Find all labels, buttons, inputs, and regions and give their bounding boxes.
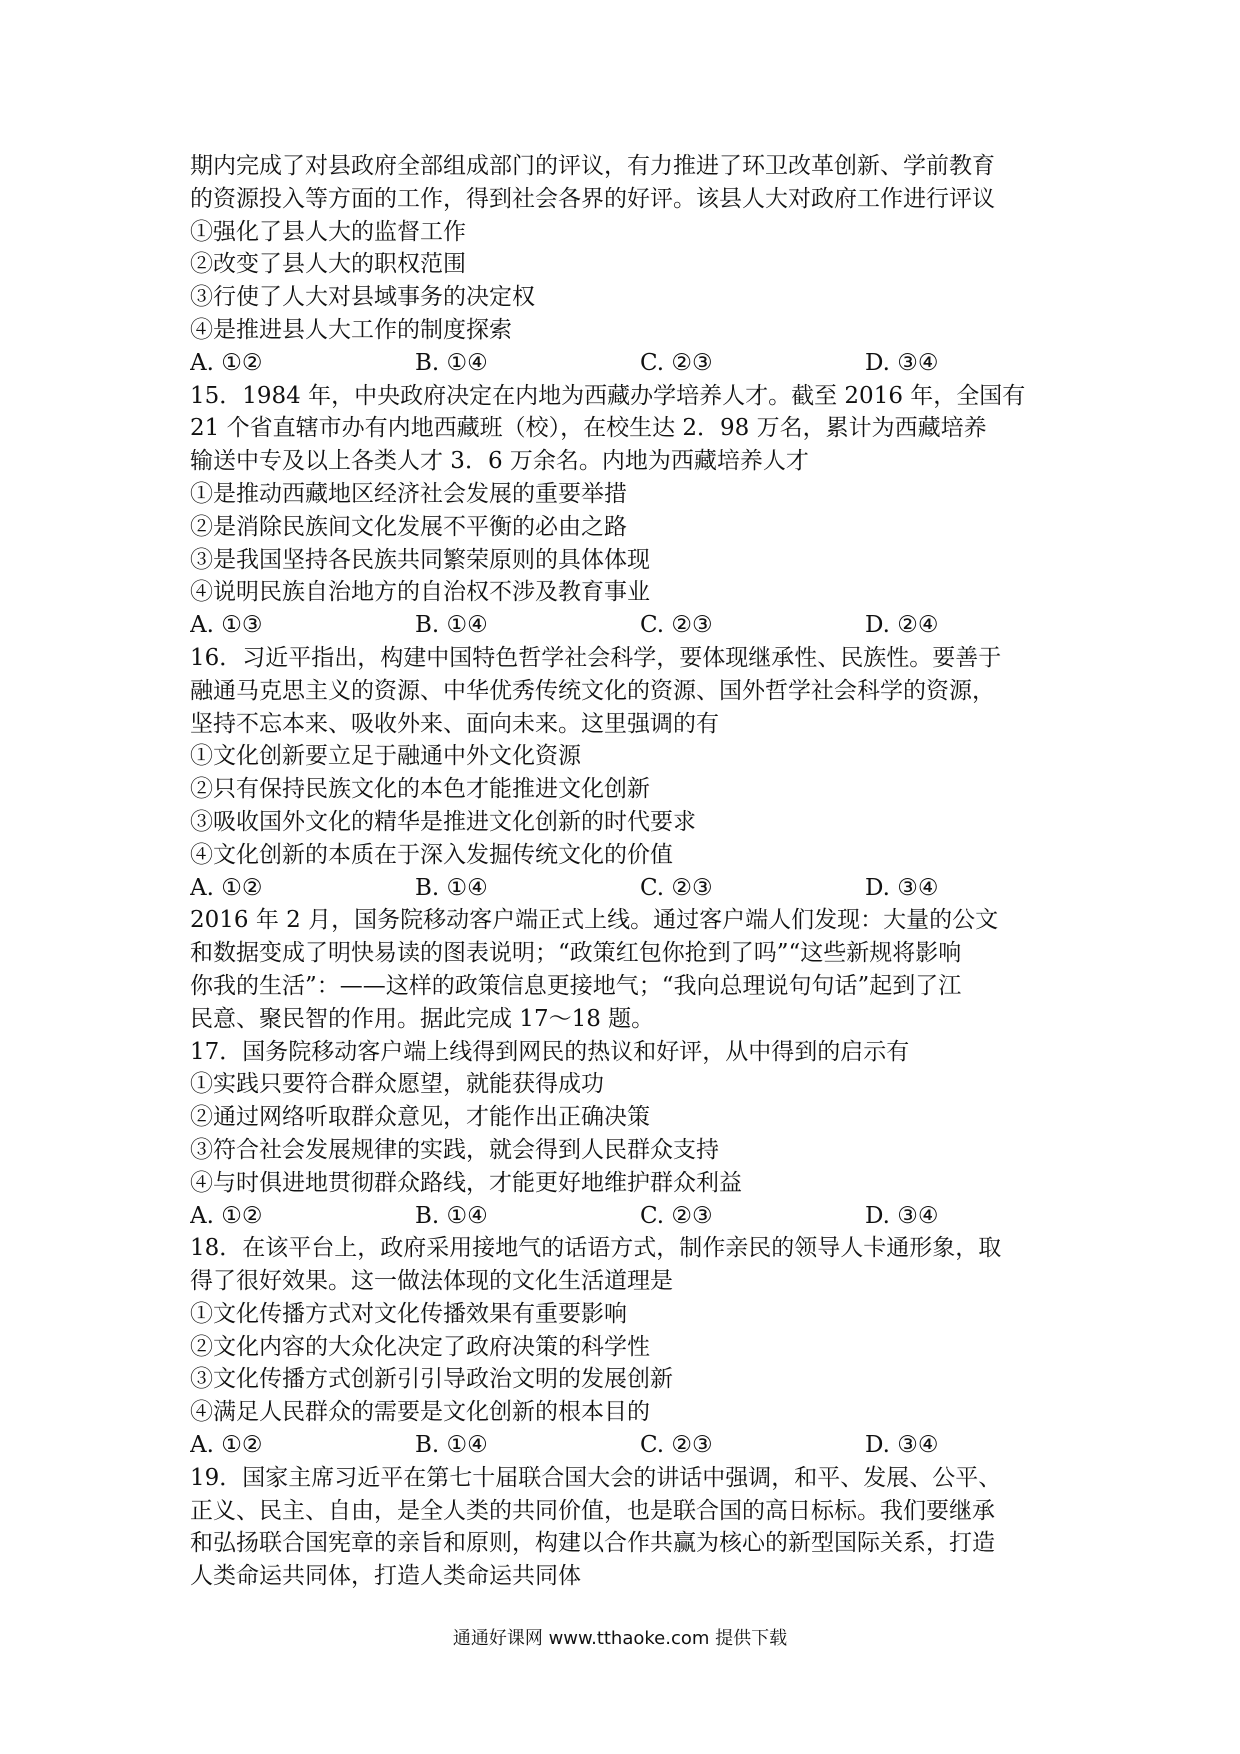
text-line: ②文化内容的大众化决定了政府决策的科学性 [190, 1333, 650, 1360]
answer-options [190, 1429, 1060, 1462]
text-line: ④满足人民群众的需要是文化创新的根本目的 [190, 1399, 650, 1426]
option-c: C. ②③ [640, 349, 713, 376]
option-d: D. ③④ [865, 349, 939, 376]
text-line: ②改变了县人大的职权范围 [190, 251, 466, 278]
text-line: ①实践只要符合群众愿望，就能获得成功 [190, 1071, 604, 1098]
text-line: 的资源投入等方面的工作，得到社会各界的好评。该县人大对政府工作进行评议 [190, 185, 995, 212]
text-line: ②通过网络听取群众意见，才能作出正确决策 [190, 1104, 650, 1131]
text-line: ②是消除民族间文化发展不平衡的必由之路 [190, 513, 627, 540]
text-line: 16．习近平指出，构建中国特色哲学社会科学，要体现继承性、民族性。要善于 [190, 644, 1002, 671]
text-line: ③行使了人大对县域事务的决定权 [190, 284, 535, 311]
option-d: D. ③④ [865, 1202, 939, 1229]
text-line: ③文化传播方式创新引引导政治文明的发展创新 [190, 1366, 673, 1393]
text-line: ②只有保持民族文化的本色才能推进文化创新 [190, 776, 650, 803]
option-a: A. ①② [190, 1202, 263, 1229]
option-b: B. ①④ [415, 1432, 488, 1459]
option-b: B. ①④ [415, 349, 488, 376]
answer-options [190, 872, 1060, 905]
option-d: D. ③④ [865, 874, 939, 901]
text-line: 正义、民主、自由，是全人类的共同价值，也是联合国的高日标标。我们要继承 [190, 1497, 995, 1524]
text-line: 期内完成了对县政府全部组成部门的评议，有力推进了环卫改革创新、学前教育 [190, 153, 995, 179]
answer-options [190, 1200, 1060, 1233]
option-a: A. ①② [190, 349, 263, 376]
document-body [190, 150, 1060, 1593]
text-line: ④与时俱进地贯彻群众路线，才能更好地维护群众利益 [190, 1169, 742, 1196]
text-line: 和弘扬联合国宪章的亲旨和原则，构建以合作共赢为核心的新型国际关系，打造 [190, 1530, 995, 1557]
text-line: 得了很好效果。这一做法体现的文化生活道理是 [190, 1268, 673, 1295]
option-a: A. ①② [190, 1432, 263, 1459]
text-line: 民意、聚民智的作用。据此完成 17～18 题。 [190, 1005, 655, 1032]
text-line: ①文化创新要立足于融通中外文化资源 [190, 743, 581, 770]
text-line: ①强化了县人大的监督工作 [190, 218, 466, 245]
option-b: B. ①④ [415, 612, 488, 639]
text-line: ④文化创新的本质在于深入发掘传统文化的价值 [190, 841, 673, 868]
text-line: 17．国务院移动客户端上线得到网民的热议和好评，从中得到的启示有 [190, 1038, 910, 1065]
text-line: 2016 年 2 月，国务院移动客户端正式上线。通过客户端人们发现：大量的公文 [190, 907, 999, 934]
text-line: 输送中专及以上各类人才 3．6 万余名。内地为西藏培养人才 [190, 448, 809, 475]
option-a: A. ①③ [190, 612, 263, 639]
option-d: D. ②④ [865, 612, 939, 639]
text-line: ③符合社会发展规律的实践，就会得到人民群众支持 [190, 1136, 719, 1163]
text-line: 融通马克思主义的资源、中华优秀传统文化的资源、国外哲学社会科学的资源， [190, 677, 995, 704]
text-line: 人类命运共同体，打造人类命运共同体 [190, 1563, 581, 1590]
text-line: ④是推进县人大工作的制度探索 [190, 316, 512, 343]
option-c: C. ②③ [640, 874, 713, 901]
text-line: ①文化传播方式对文化传播效果有重要影响 [190, 1300, 627, 1327]
option-c: C. ②③ [640, 1432, 713, 1459]
text-line: 21 个省直辖市办有内地西藏班（校），在校生达 2．98 万名，累计为西藏培养 [190, 415, 987, 442]
text-line: ③吸收国外文化的精华是推进文化创新的时代要求 [190, 808, 696, 835]
answer-options [190, 347, 1060, 380]
answer-options [190, 609, 1060, 642]
option-a: A. ①② [190, 874, 263, 901]
option-c: C. ②③ [640, 1202, 713, 1229]
text-line: 15．1984 年，中央政府决定在内地为西藏办学培养人才。截至 2016 年，全国有 [190, 382, 1026, 409]
text-line: 你我的生活”：——这样的政策信息更接地气；“我向总理说句句话”起到了江 [190, 972, 962, 999]
option-b: B. ①④ [415, 1202, 488, 1229]
text-line: 19．国家主席习近平在第七十届联合国大会的讲话中强调，和平、发展、公平、 [190, 1464, 1002, 1491]
text-line: ③是我国坚持各民族共同繁荣原则的具体体现 [190, 546, 650, 573]
text-line: ④说明民族自治地方的自治权不涉及教育事业 [190, 579, 650, 606]
option-d: D. ③④ [865, 1432, 939, 1459]
option-c: C. ②③ [640, 612, 713, 639]
text-line: 18．在该平台上，政府采用接地气的话语方式，制作亲民的领导人卡通形象，取 [190, 1235, 1002, 1262]
option-b: B. ①④ [415, 874, 488, 901]
text-line: 和数据变成了明快易读的图表说明；“政策红包你抢到了吗”“这些新规将影响 [190, 940, 962, 967]
text-line: 坚持不忘本来、吸收外来、面向未来。这里强调的有 [190, 710, 719, 737]
page-footer: 通通好课网 www.tthaoke.com 提供下载 [452, 1628, 788, 1649]
text-line: ①是推动西藏地区经济社会发展的重要举措 [190, 480, 627, 507]
